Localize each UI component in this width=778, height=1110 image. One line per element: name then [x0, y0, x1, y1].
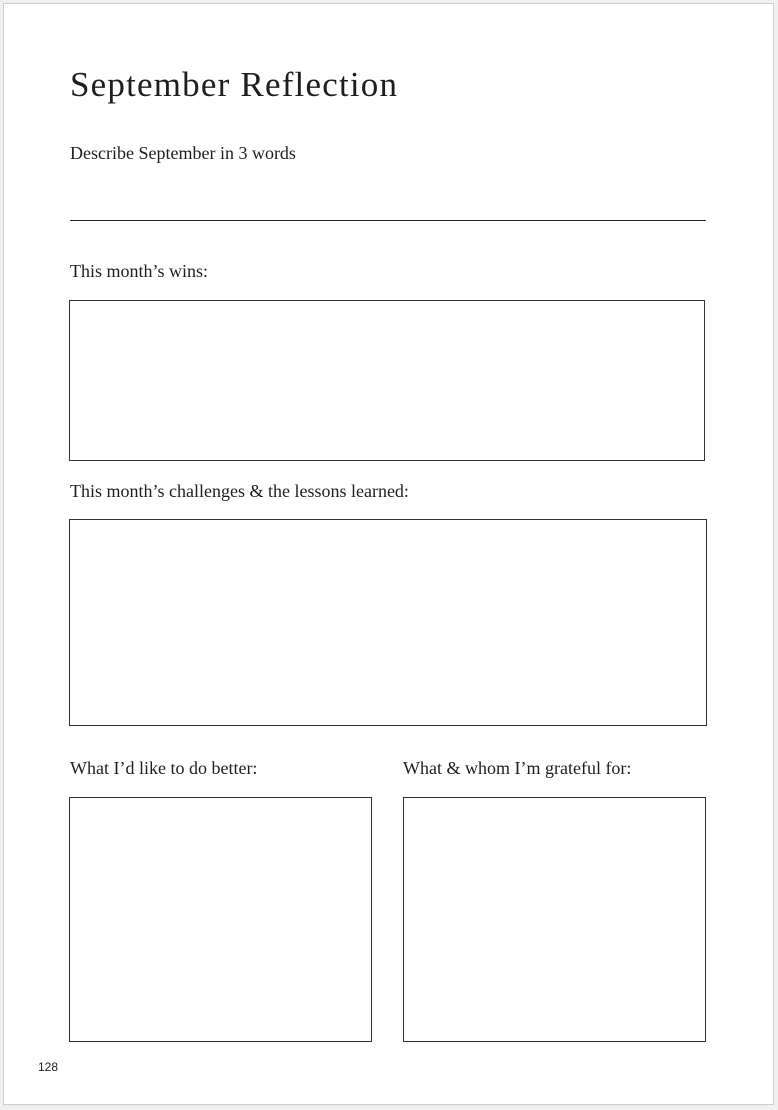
describe-prompt-label: Describe September in 3 words	[70, 143, 296, 163]
describe-answer-line[interactable]	[70, 220, 706, 221]
wins-writing-box[interactable]	[69, 300, 705, 461]
challenges-prompt-label: This month’s challenges & the lessons learned:	[70, 481, 409, 501]
better-prompt-label: What I’d like to do better:	[70, 758, 258, 778]
journal-page	[3, 3, 774, 1105]
wins-prompt-label: This month’s wins:	[70, 261, 209, 281]
challenges-writing-box[interactable]	[69, 519, 707, 726]
page-title: September Reflection	[70, 65, 399, 104]
grateful-writing-box[interactable]	[403, 797, 706, 1042]
better-writing-box[interactable]	[69, 797, 372, 1042]
page-number: 128	[38, 1060, 59, 1074]
grateful-prompt-label: What & whom I’m grateful for:	[403, 758, 632, 778]
